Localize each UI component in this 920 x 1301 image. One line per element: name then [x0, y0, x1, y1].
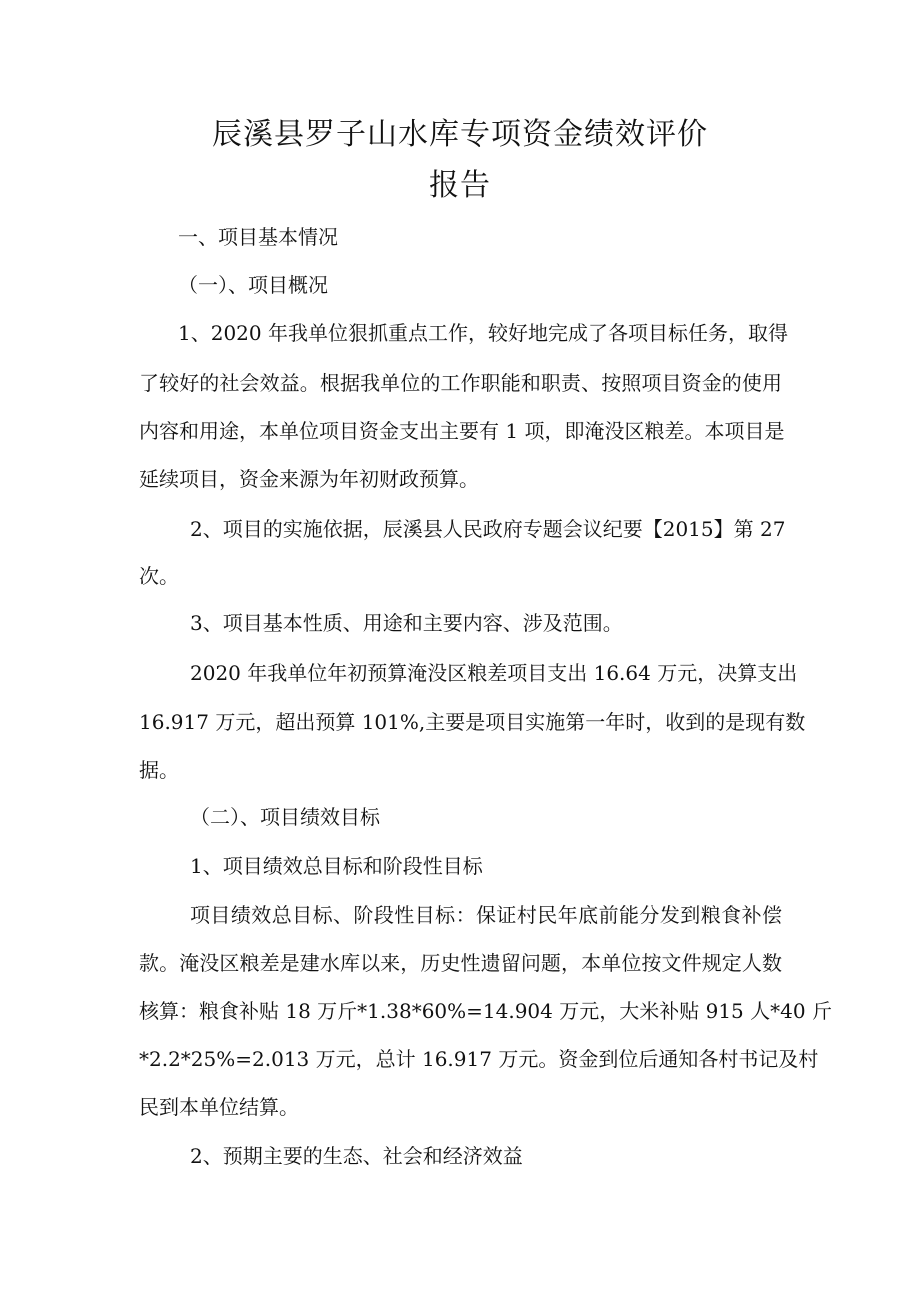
paragraph-line: 16.917 万元，超出预算 101%,主要是项目实施第一年时，收到的是现有数 — [139, 710, 806, 734]
section-heading: 一、项目基本情况 — [178, 225, 338, 249]
document-title-continued: 报告 — [429, 168, 491, 203]
paragraph-line: 3、项目基本性质、用途和主要内容、涉及范围。 — [190, 611, 623, 635]
paragraph-line: 1、项目绩效总目标和阶段性目标 — [190, 854, 483, 878]
subsection-heading: （二）、项目绩效目标 — [190, 805, 380, 829]
paragraph-line: *2.2*25%=2.013 万元，总计 16.917 万元。资金到位后通知各村书记及村 — [139, 1047, 819, 1071]
paragraph-line: 了较好的社会效益。根据我单位的工作职能和职责、按照项目资金的使用 — [139, 371, 782, 395]
paragraph-line: 内容和用途，本单位项目资金支出主要有 1 项，即淹没区粮差。本项目是 — [139, 419, 785, 443]
paragraph-line: 核算：粮食补贴 18 万斤*1.38*60%=14.904 万元，大米补贴 915 人*40 斤 — [139, 999, 832, 1023]
paragraph-line: 延续项目，资金来源为年初财政预算。 — [139, 467, 479, 491]
paragraph-line: 款。淹没区粮差是建水库以来，历史性遗留问题，本单位按文件规定人数 — [139, 951, 782, 975]
paragraph-line: 项目绩效总目标、阶段性目标：保证村民年底前能分发到粮食补偿 — [190, 903, 782, 927]
paragraph-line: 次。 — [139, 564, 179, 588]
paragraph-line: 民到本单位结算。 — [139, 1095, 299, 1119]
paragraph-line: 1、2020 年我单位狠抓重点工作，较好地完成了各项目标任务，取得 — [178, 321, 788, 345]
paragraph-line: 2020 年我单位年初预算淹没区粮差项目支出 16.64 万元，决算支出 — [190, 661, 798, 685]
document-title: 辰溪县罗子山水库专项资金绩效评价 — [212, 117, 708, 152]
paragraph-line: 据。 — [139, 758, 179, 782]
paragraph-line: 2、预期主要的生态、社会和经济效益 — [190, 1144, 523, 1168]
paragraph-line: 2、项目的实施依据，辰溪县人民政府专题会议纪要【2015】第 27 — [190, 517, 786, 541]
subsection-heading: （一）、项目概况 — [178, 273, 328, 297]
